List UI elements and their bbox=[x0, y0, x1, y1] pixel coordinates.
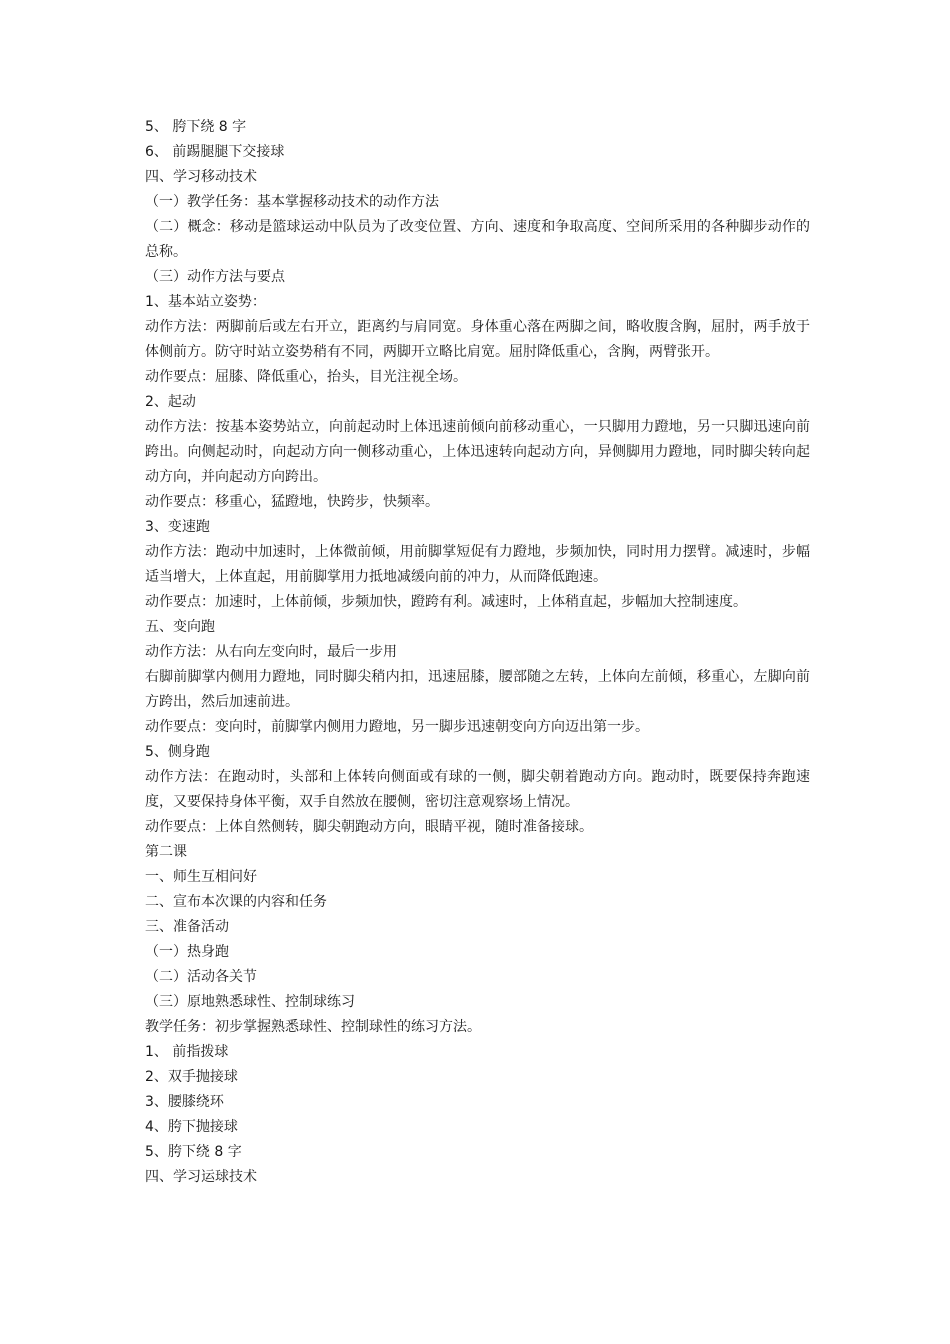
section-heading: 五、变向跑 bbox=[145, 619, 215, 635]
list-item: 5、胯下绕 8 字 bbox=[145, 1144, 242, 1160]
subsection-heading: （二）活动各关节 bbox=[145, 969, 257, 985]
list-item: 2、双手抛接球 bbox=[145, 1069, 238, 1085]
item-heading: 2、起动 bbox=[145, 394, 196, 410]
paragraph: 教学任务：初步掌握熟悉球性、控制球性的练习方法。 bbox=[145, 1019, 481, 1035]
subsection-heading: （一）教学任务：基本掌握移动技术的动作方法 bbox=[145, 194, 439, 210]
section-heading: 四、学习运球技术 bbox=[145, 1169, 257, 1185]
paragraph: 动作方法：从右向左变向时，最后一步用 bbox=[145, 644, 397, 660]
paragraph: （二）概念：移动是篮球运动中队员为了改变位置、方向、速度和争取高度、空间所采用的各种脚步动作的总称。 bbox=[145, 219, 810, 260]
paragraph: 动作方法：两脚前后或左右开立，距离约与肩同宽。身体重心落在两脚之间，略收腹含胸，屈肘，两手放于体侧前方。防守时站立姿势稍有不同，两脚开立略比肩宽。屈肘降低重心，含胸，两臂张开。 bbox=[145, 319, 810, 360]
paragraph: 动作要点：上体自然侧转，脚尖朝跑动方向，眼睛平视，随时准备接球。 bbox=[145, 819, 593, 835]
section-heading: 三、准备活动 bbox=[145, 919, 229, 935]
document-body bbox=[145, 115, 810, 1190]
section-heading: 四、学习移动技术 bbox=[145, 169, 257, 185]
lesson-heading: 第二课 bbox=[145, 844, 187, 860]
list-item: 5、 胯下绕 8 字 bbox=[145, 119, 247, 135]
item-heading: 3、变速跑 bbox=[145, 519, 210, 535]
paragraph: 动作方法：按基本姿势站立，向前起动时上体迅速前倾向前移动重心，一只脚用力蹬地，另一只脚迅速向前跨出。向侧起动时，向起动方向一侧移动重心，上体迅速转向起动方向，异侧脚用力蹬地，同时脚尖转向起动方向，并向起动方向跨出。 bbox=[145, 419, 810, 485]
list-item: 1、 前指拨球 bbox=[145, 1044, 229, 1060]
subsection-heading: （一）热身跑 bbox=[145, 944, 229, 960]
section-heading: 一、师生互相问好 bbox=[145, 869, 257, 885]
paragraph: 动作要点：加速时，上体前倾，步频加快，蹬跨有利。减速时，上体稍直起，步幅加大控制速度。 bbox=[145, 594, 747, 610]
paragraph: 动作方法：在跑动时，头部和上体转向侧面或有球的一侧，脚尖朝着跑动方向。跑动时，既要保持奔跑速度，又要保持身体平衡，双手自然放在腰侧，密切注意观察场上情况。 bbox=[145, 769, 810, 810]
section-heading: 二、宣布本次课的内容和任务 bbox=[145, 894, 327, 910]
paragraph: 动作要点：移重心，猛蹬地，快跨步，快频率。 bbox=[145, 494, 439, 510]
item-heading: 5、侧身跑 bbox=[145, 744, 210, 760]
list-item: 3、腰膝绕环 bbox=[145, 1094, 224, 1110]
paragraph: 右脚前脚掌内侧用力蹬地，同时脚尖稍内扣，迅速屈膝，腰部随之左转，上体向左前倾，移重心，左脚向前方跨出，然后加速前进。 bbox=[145, 669, 810, 710]
subsection-heading: （三）原地熟悉球性、控制球练习 bbox=[145, 994, 355, 1010]
list-item: 4、胯下抛接球 bbox=[145, 1119, 238, 1135]
paragraph: 动作要点：变向时，前脚掌内侧用力蹬地，另一脚步迅速朝变向方向迈出第一步。 bbox=[145, 719, 649, 735]
paragraph: 动作要点：屈膝、降低重心，抬头，目光注视全场。 bbox=[145, 369, 467, 385]
subsection-heading: （三）动作方法与要点 bbox=[145, 269, 285, 285]
item-heading: 1、基本站立姿势： bbox=[145, 294, 266, 310]
list-item: 6、 前踢腿腿下交接球 bbox=[145, 144, 285, 160]
paragraph: 动作方法：跑动中加速时，上体微前倾，用前脚掌短促有力蹬地，步频加快，同时用力摆臂。减速时，步幅适当增大，上体直起，用前脚掌用力抵地减缓向前的冲力，从而降低跑速。 bbox=[145, 544, 810, 585]
